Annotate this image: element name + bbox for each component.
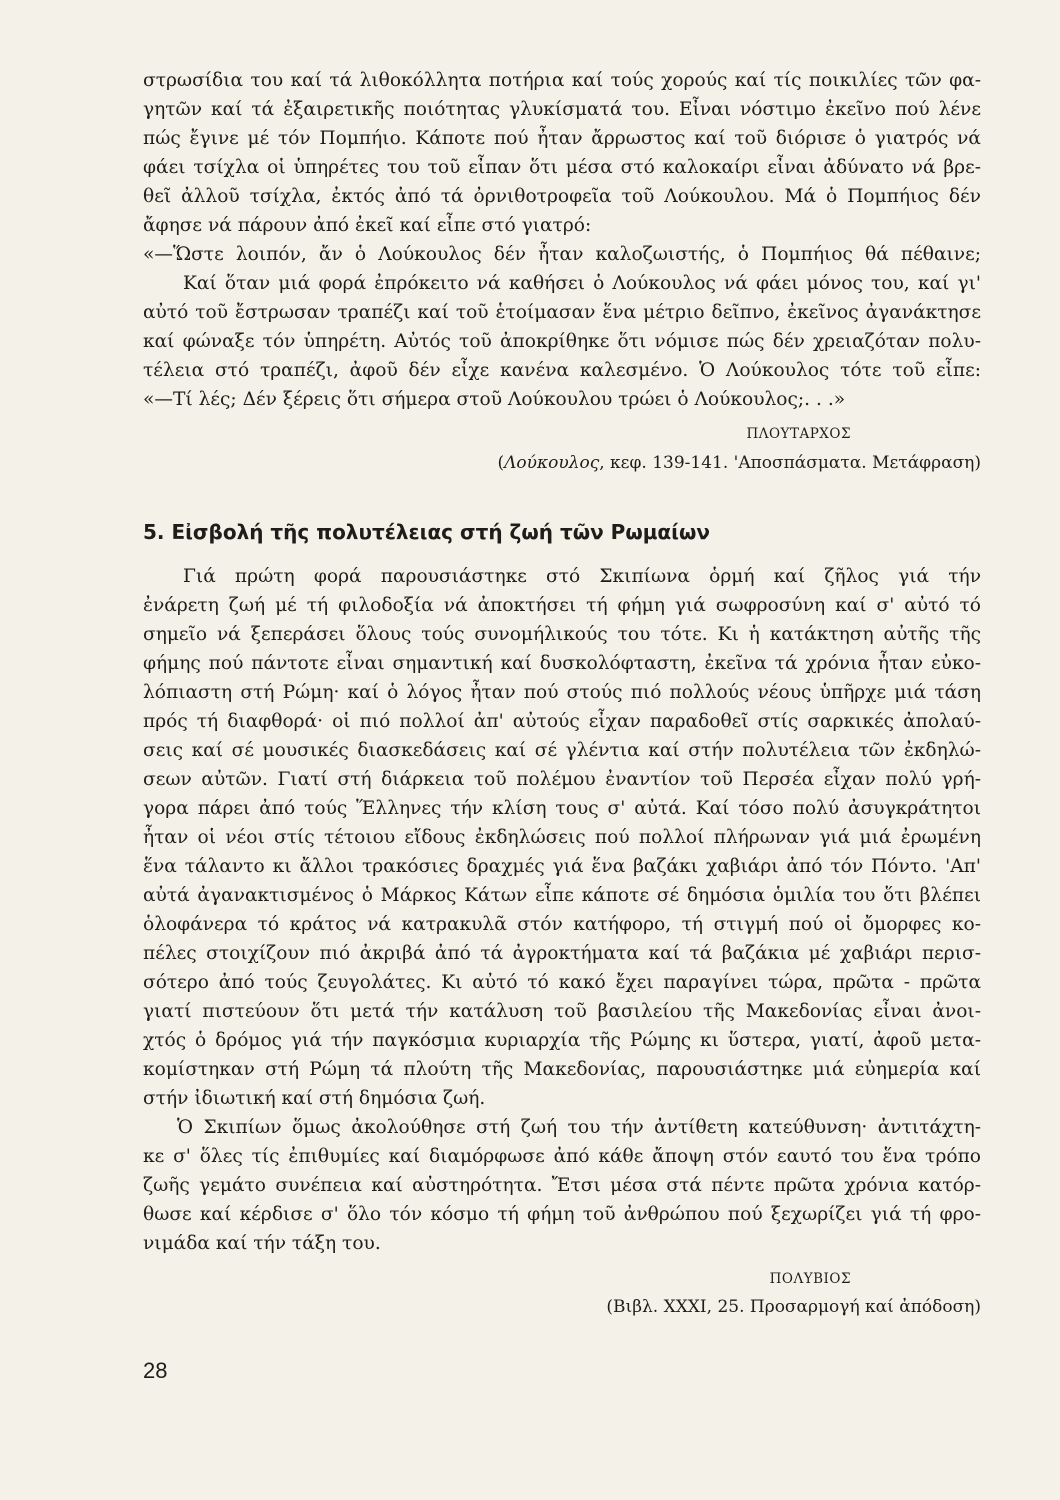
text-line: ἐνάρετη ζωή μέ τή φιλοδοξία νά ἀποκτήσει τή φήμη γιά σωφροσύνη καί σ' αὐτό τό: [143, 595, 981, 616]
text-line: φήμης πού πάντοτε εἶναι σημαντική καί δυσκολόφταστη, ἐκεῖνα τά χρόνια ἦταν εὐκο-: [143, 653, 981, 674]
top-paragraph: [143, 66, 981, 240]
text-line: γιατί πιστεύουν ὅτι μετά τήν κατάλυση τοῦ βασιλείου τῆς Μακεδονίας εἶναι ἀνοι-: [143, 1001, 981, 1022]
text-line: ἄφησε νά πάρουν ἀπό ἐκεῖ καί εἶπε στό γιατρό:: [143, 215, 592, 236]
page-number: 28: [143, 1358, 168, 1383]
text-line: πρός τή διαφθορά· οἱ πιό πολλοί ἀπ' αὐτούς εἶχαν παραδοθεῖ στίς σαρκικές ἀπολαύ-: [143, 711, 981, 732]
polybius-paragraph-1: [143, 562, 981, 1113]
text-line: θωσε καί κέρδισε σ' ὅλο τόν κόσμο τή φήμη τοῦ ἀνθρώπου πού ξεχωρίζει γιά τή φρο-: [143, 1204, 981, 1225]
text-line: σεις καί σέ μουσικές διασκεδάσεις καί σέ γλέντια καί στήν πολυτέλεια τῶν ἐκδηλώ-: [143, 740, 981, 761]
text-line: γητῶν καί τά ἐξαιρετικῆς ποιότητας γλυκίσματά του. Εἶναι νόστιμο ἐκεῖνο πού λένε: [143, 99, 981, 120]
text-line: κομίστηκαν στή Ρώμη τά πλούτη τῆς Μακεδονίας, παρουσιάστηκε μιά εὐημερία καί: [143, 1059, 981, 1080]
quote-line: «—Ὥστε λοιπόν, ἄν ὁ Λούκουλος δέν ἦταν καλοζωιστής, ὁ Πομπήιος θά πέθαινε;: [143, 244, 981, 265]
text-line: Γιά πρώτη φορά παρουσιάστηκε στό Σκιπίωνα ὁρμή καί ζῆλος γιά τήν: [183, 566, 981, 587]
text-line: τέλεια στό τραπέζι, ἀφοῦ δέν εἶχε κανένα καλεσμένο. Ὁ Λούκουλος τότε τοῦ εἶπε:: [143, 360, 981, 381]
page-body: [143, 66, 981, 1322]
text-line: ἦταν οἱ νέοι στίς τέτοιου εἴδους ἐκδηλώσεις πού πολλοί πλήρωναν γιά μιά ἐρωμένη: [143, 827, 981, 848]
second-paragraph: [143, 269, 981, 385]
text-line: σεων αὐτῶν. Γιατί στή διάρκεια τοῦ πολέμου ἐναντίον τοῦ Περσέα εἶχαν πολύ γρή-: [143, 769, 981, 790]
text-line: αὐτά ἀγανακτισμένος ὁ Μάρκος Κάτων εἶπε κάποτε σέ δημόσια ὁμιλία του ὅτι βλέπει: [143, 885, 981, 906]
text-line: χτός ὁ δρόμος γιά τήν παγκόσμια κυριαρχία τῆς Ρώμης κι ὕστερα, γιατί, ἀφοῦ μετα-: [143, 1030, 981, 1051]
text-line: καί φώναξε τόν ὑπηρέτη. Αὐτός τοῦ ἀποκρίθηκε ὅτι νόμισε πώς δέν χρειαζόταν πολυ-: [143, 331, 981, 352]
section-heading: 5. Εἰσβολή τῆς πολυτέλειας στή ζωή τῶν Ρωμαίων: [143, 520, 710, 544]
text-line: κε σ' ὅλες τίς ἐπιθυμίες καί διαμόρφωσε ἀπό κάθε ἄποψη στόν εαυτό του ἕνα τρόπο: [143, 1146, 981, 1167]
text-line: φάει τσίχλα οἱ ὑπηρέτες του τοῦ εἶπαν ὅτι μέσα στό καλοκαίρι εἶναι ἀδύνατο νά βρε-: [143, 157, 981, 178]
text-line: θεῖ ἀλλοῦ τσίχλα, ἐκτός ἀπό τά ὀρνιθοτροφεῖα τοῦ Λούκουλου. Μά ὁ Πομπήιος δέν: [143, 186, 981, 207]
text-line: πώς ἔγινε μέ τόν Πομπήιο. Κάποτε πού ἦταν ἄρρωστος καί τοῦ διόρισε ὁ γιατρός νά: [143, 128, 981, 149]
text-line: ἕνα τάλαντο κι ἄλλοι τρακόσιες δραχμές γιά ἕνα βαζάκι χαβιάρι ἀπό τόν Πόντο. 'Απ': [143, 856, 981, 877]
text-line: νιμάδα καί τήν τάξη του.: [143, 1233, 381, 1254]
source-citation: (Λούκουλος, κεφ. 139-141. 'Αποσπάσματα. Μετάφραση): [497, 453, 981, 473]
author-attribution: ΠΛΟΥΤΑΡΧΟΣ: [746, 426, 851, 442]
text-line: σότερο ἀπό τούς ζευγολάτες. Κι αὐτό τό κακό ἔχει παραγίνει τώρα, πρῶτα - πρῶτα: [143, 972, 981, 993]
work-title: Λούκουλος: [504, 453, 600, 473]
text-line: γορα πάρει ἀπό τούς Ἕλληνες τήν κλίση τους σ' αὐτά. Καί τόσο πολύ ἀσυγκράτητοι: [143, 798, 981, 819]
text-line: σημεῖο νά ξεπεράσει ὅλους τούς συνομήλικούς του τότε. Κι ἡ κατάκτηση αὐτῆς τῆς: [143, 624, 981, 645]
text-line: πέλες στοιχίζουν πιό ἀκριβά ἀπό τά ἀγροκτήματα καί τά βαζάκια μέ χαβιάρι περισ-: [143, 943, 981, 964]
text-line: στήν ἰδιωτική καί στή δημόσια ζωή.: [143, 1088, 486, 1109]
text-line: λόπιαστη στή Ρώμη· καί ὁ λόγος ἦταν πού στούς πιό πολλούς νέους ὑπῆρχε μιά τάση: [143, 682, 981, 703]
text-line: ὁλοφάνερα τό κράτος νά κατρακυλᾶ στόν κατήφορο, τή στιγμή πού οἱ ὄμορφες κο-: [143, 914, 981, 935]
polybius-paragraph-2: [143, 1113, 981, 1258]
text-line: Καί ὅταν μιά φορά ἐπρόκειτο νά καθήσει ὁ Λούκουλος νά φάει μόνος του, καί γι': [183, 273, 981, 294]
text-line: Ὁ Σκιπίων ὅμως ἀκολούθησε στή ζωή του τήν ἀντίθετη κατεύθυνση· ἀντιτάχτη-: [177, 1117, 981, 1138]
text-line: ζωῆς γεμάτο συνέπεια καί αὐστηρότητα. Ἔτσι μέσα στά πέντε πρῶτα χρόνια κατόρ-: [143, 1175, 981, 1196]
text-line: αὐτό τοῦ ἔστρωσαν τραπέζι καί τοῦ ἑτοίμασαν ἕνα μέτριο δεῖπνο, ἐκεῖνος ἀγανάκτησε: [143, 302, 981, 323]
quote-line: «—Τί λές; Δέν ξέρεις ὅτι σήμερα στοῦ Λούκουλου τρώει ὁ Λούκουλος;. . .»: [143, 389, 846, 410]
author-attribution: ΠΟΛΥΒΙΟΣ: [769, 1271, 851, 1287]
source-citation: (Βιβλ. XXXI, 25. Προσαρμογή καί ἀπόδοση): [606, 1297, 981, 1317]
text-line: στρωσίδια του καί τά λιθοκόλλητα ποτήρια καί τούς χορούς καί τίς ποικιλίες τῶν φα-: [143, 70, 981, 91]
